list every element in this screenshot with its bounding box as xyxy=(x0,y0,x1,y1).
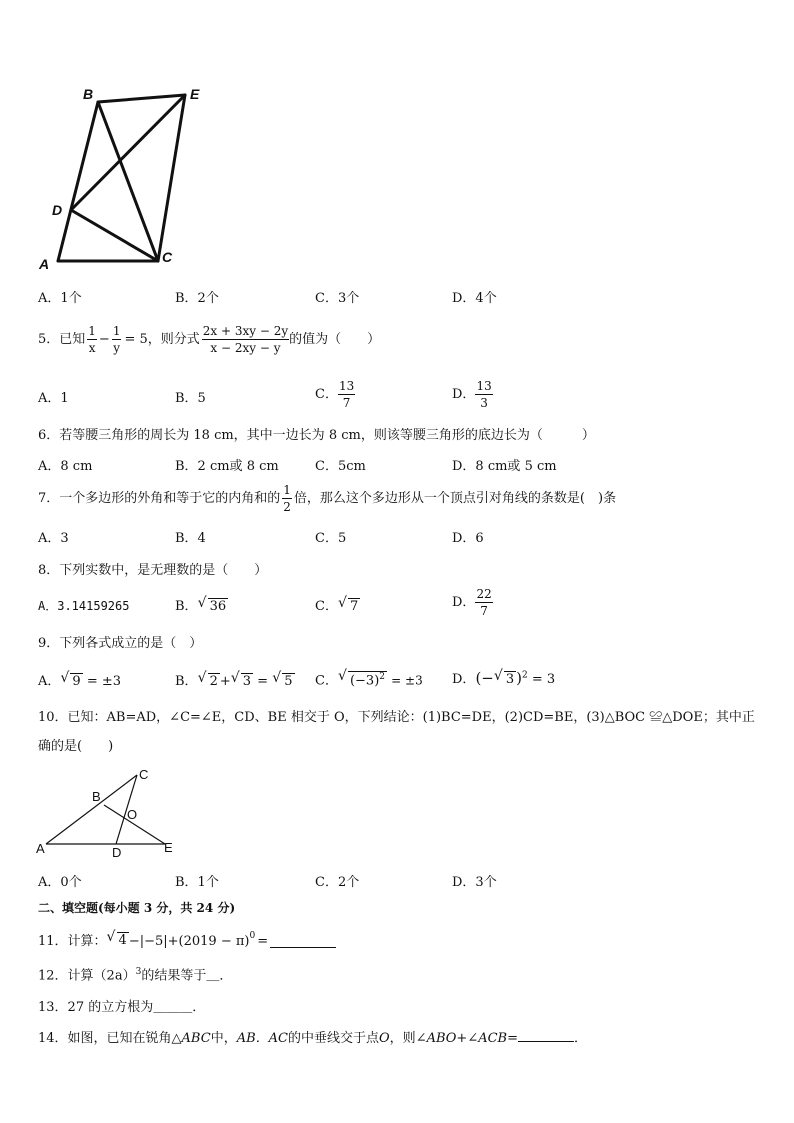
q5-optd-fraction xyxy=(475,380,492,409)
q11-sqrt xyxy=(107,932,129,948)
q4-option-c[interactable]: C．3个 xyxy=(315,291,360,306)
q7-option-b[interactable]: B．4 xyxy=(175,531,206,546)
q14-p4: ，则 xyxy=(389,1031,416,1046)
q9-optb-eq: = xyxy=(257,674,269,689)
q8-option-a[interactable]: A．3.14159265 xyxy=(38,599,130,613)
figure-parallelogram xyxy=(30,80,220,275)
q4-option-d[interactable]: D．4个 xyxy=(452,291,497,306)
q11-question xyxy=(38,932,336,948)
q7-den: 2 xyxy=(283,500,291,514)
q9-optd-exp: 2 xyxy=(522,670,528,681)
q7-option-d[interactable]: D．6 xyxy=(452,531,484,546)
q9-optc-sqrt xyxy=(338,671,387,689)
q9-optb-sqrt-2 xyxy=(231,673,253,689)
q7-option-a[interactable]: A．3 xyxy=(38,531,69,546)
q9-opta-rest: = ±3 xyxy=(86,674,122,689)
q9-optb-plus: + xyxy=(219,674,231,689)
section-2-title: 二、填空题(每小题 3 分，共 24 分) xyxy=(38,901,236,915)
q5-optc-num: 13 xyxy=(338,379,355,393)
q10-option-b[interactable]: B．1个 xyxy=(175,875,219,890)
q7-suffix: 倍，那么这个多边形从一个顶点引对角线的条数是( )条 xyxy=(293,491,617,506)
q4-option-b[interactable]: B．2个 xyxy=(175,291,219,306)
q14-triangle: △ABC xyxy=(171,1031,211,1046)
q7-question xyxy=(38,484,616,513)
q5-optc-den: 7 xyxy=(342,396,351,410)
q9-optc-rad xyxy=(348,671,387,689)
q5-f2-num: 1 xyxy=(112,324,121,338)
q8-optb-sqrt xyxy=(198,598,229,614)
q5-minus: − xyxy=(98,332,110,347)
q5-f3-num: 2x + 3xy − 2y xyxy=(202,324,289,338)
q9-optb-rad-3: 5 xyxy=(284,674,293,689)
q5-option-c[interactable] xyxy=(315,380,355,409)
q5-optd-label: D． xyxy=(452,387,476,402)
q9-option-c[interactable] xyxy=(315,671,423,689)
q5-fraction-1-over-x xyxy=(87,325,97,354)
q14-answer-blank[interactable] xyxy=(518,1041,574,1042)
q12-suffix: 的结果等于＿． xyxy=(141,968,233,984)
label-E: E xyxy=(164,840,173,855)
label-B: B xyxy=(92,789,101,804)
q9-optb-sqrt-3 xyxy=(272,673,294,689)
label-D: D xyxy=(112,845,122,860)
q13-question: 13．27 的立方根为＿＿＿． xyxy=(38,1000,206,1015)
segment-BE xyxy=(98,95,185,102)
q9-optd-rest: = 3 xyxy=(531,672,556,687)
segment-AB xyxy=(58,102,98,261)
label-A: A xyxy=(36,841,45,856)
q8-optd-num: 22 xyxy=(476,587,492,601)
q8-question: 8．下列实数中，是无理数的是（ ） xyxy=(38,563,268,578)
q9-optd-open: (− xyxy=(475,669,494,687)
q5-optc-label: C． xyxy=(315,387,338,402)
q11-eq: = xyxy=(257,934,269,950)
q12-question xyxy=(38,968,232,982)
q9-option-a[interactable] xyxy=(38,673,121,689)
q5-optd-num: 13 xyxy=(476,379,492,393)
q8-optd-fraction xyxy=(475,588,492,617)
q6-option-d[interactable]: D．8 cm或 5 cm xyxy=(452,459,557,474)
label-B: B xyxy=(83,86,94,102)
q9-optd-close: ) xyxy=(516,669,522,687)
q9-optd-rad: 3 xyxy=(505,672,515,687)
label-C: C xyxy=(139,767,149,782)
q9-option-b[interactable] xyxy=(175,673,295,689)
q14-point-o: O xyxy=(379,1031,390,1046)
q8-optb-rad: 36 xyxy=(209,599,227,614)
segment-AC xyxy=(46,775,137,844)
q7-num: 1 xyxy=(283,483,291,497)
q5-eq: = 5，则分式 xyxy=(124,332,200,347)
q14-eq: = xyxy=(507,1031,518,1046)
q5-prefix: 5．已知 xyxy=(38,332,86,347)
q9-opta-rad: 9 xyxy=(72,674,81,689)
q5-fraction-main xyxy=(202,325,289,354)
q4-option-a[interactable]: A．1个 xyxy=(38,291,82,306)
q9-optb-rad-2: 3 xyxy=(242,674,252,689)
q5-f2-den: y xyxy=(113,341,121,355)
q8-option-d[interactable] xyxy=(452,588,493,617)
segment-DC xyxy=(71,210,158,261)
label-C: C xyxy=(162,249,173,265)
q11-answer-blank[interactable] xyxy=(270,947,336,948)
q14-p1: 14．如图，已知在锐角 xyxy=(38,1031,172,1046)
q14-expression: ∠ABO+∠ACB xyxy=(415,1031,508,1046)
q8-optd-den: 7 xyxy=(480,604,488,618)
q11-mid: −|−5|+(2019 − π) xyxy=(128,934,250,950)
q5-optc-fraction xyxy=(338,380,355,409)
q5-fraction-1-over-y xyxy=(112,325,122,354)
label-E: E xyxy=(190,86,200,102)
q9-optb-label: B． xyxy=(175,674,198,689)
q9-optc-exp: 2 xyxy=(379,672,385,682)
q6-option-a[interactable]: A．8 cm xyxy=(38,459,93,474)
q5-option-d[interactable] xyxy=(452,380,493,409)
q5-option-a[interactable]: A．1 xyxy=(38,391,69,406)
q10-option-c[interactable]: C．2个 xyxy=(315,875,360,890)
label-A: A xyxy=(39,256,50,272)
q14-p2: 中， xyxy=(210,1031,237,1046)
q11-rad: 4 xyxy=(118,933,127,948)
q6-option-b[interactable]: B．2 cm或 8 cm xyxy=(175,459,279,474)
q10-option-d[interactable]: D．3个 xyxy=(452,875,497,890)
q5-f1-num: 1 xyxy=(88,324,96,338)
q14-end: ． xyxy=(574,1031,588,1046)
q5-option-b[interactable]: B．5 xyxy=(175,391,206,406)
q12-exp: 3 xyxy=(135,967,142,977)
q11-exp: 0 xyxy=(249,931,256,941)
q14-question xyxy=(38,1032,587,1045)
q9-opta-sqrt xyxy=(60,673,82,689)
q8-optc-sqrt xyxy=(338,598,360,614)
q5-question xyxy=(38,325,380,354)
label-D: D xyxy=(52,202,63,218)
q9-optd-sqrt xyxy=(494,671,516,687)
figure-triangle-aboe xyxy=(30,765,190,860)
q9-optb-sqrt-1 xyxy=(198,673,220,689)
q8-option-c[interactable] xyxy=(315,598,360,614)
q11-prefix: 11．计算： xyxy=(38,934,107,950)
q9-optd-label: D． xyxy=(452,672,476,687)
q8-optc-rad: 7 xyxy=(349,599,359,614)
q12-prefix: 12．计算（2a） xyxy=(38,968,136,984)
q10-line-2: 确的是( ) xyxy=(38,739,114,754)
q10-option-a[interactable]: A．0个 xyxy=(38,875,82,890)
q7-option-c[interactable]: C．5 xyxy=(315,531,347,546)
q8-optd-label: D． xyxy=(452,595,476,610)
q6-question: 6．若等腰三角形的周长为 18 cm，其中一边长为 8 cm，则该等腰三角形的底边长为（ ） xyxy=(38,428,595,443)
q6-option-c[interactable]: C．5cm xyxy=(315,459,366,474)
q7-prefix: 7．一个多边形的外角和等于它的内角和的 xyxy=(38,491,281,506)
q5-f3-den: x − 2xy − y xyxy=(210,341,281,355)
q9-optb-rad-1: 2 xyxy=(209,674,218,689)
q10-line-1: 10．已知：AB=AD，∠C=∠E，CD、BE 相交于 O，下列结论：(1)BC=DE，(2)CD=BE，(3)△BOC ≌△DOE；其中正 xyxy=(38,710,755,725)
q8-option-b[interactable] xyxy=(175,598,228,614)
q8-optb-label: B． xyxy=(175,599,198,614)
q5-suffix: 的值为（ ） xyxy=(289,332,381,347)
q9-opta-label: A． xyxy=(38,674,61,689)
q9-optc-rest: = ±3 xyxy=(391,673,423,688)
q8-optc-label: C． xyxy=(315,599,338,614)
q9-option-d[interactable] xyxy=(452,671,555,687)
q14-segments: AB．AC xyxy=(236,1031,288,1046)
segment-BC xyxy=(98,102,158,261)
q9-optc-base: (−3) xyxy=(349,673,380,689)
q9-optc-label: C． xyxy=(315,673,338,689)
q5-f1-den: x xyxy=(88,341,96,355)
q14-p3: 的中垂线交于点 xyxy=(287,1031,379,1046)
q9-question: 9．下列各式成立的是（ ） xyxy=(38,636,203,651)
label-O: O xyxy=(127,807,138,822)
q7-fraction-half xyxy=(282,484,292,513)
q5-optd-den: 3 xyxy=(480,396,488,410)
